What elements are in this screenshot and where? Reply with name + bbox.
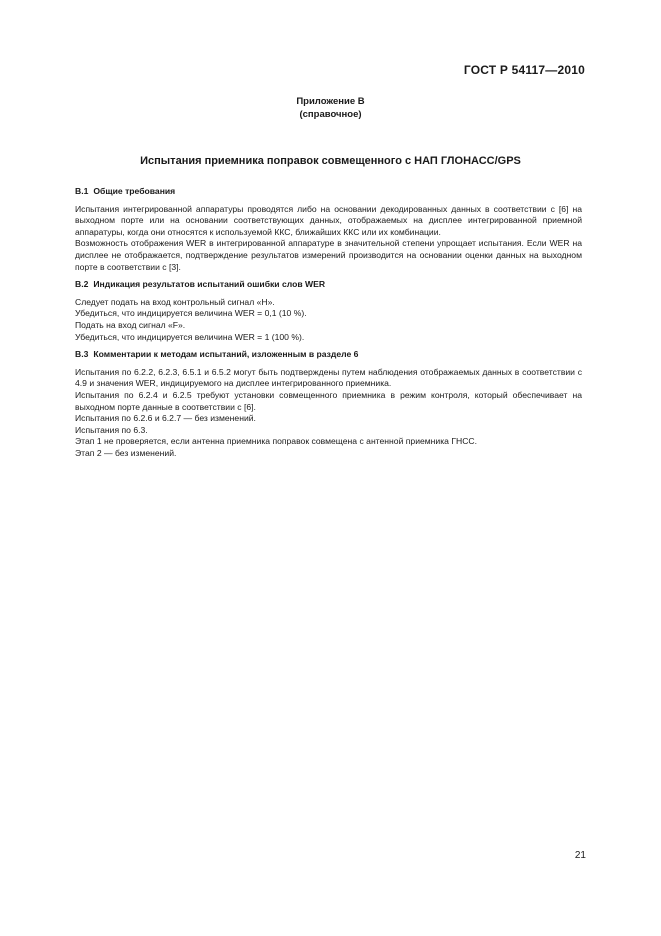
paragraph: Этап 1 не проверяется, если антенна приемника поправок совмещена с антенной приемника ГНСС. [75,436,478,447]
section-title: Комментарии к методам испытаний, изложенным в разделе 6 [93,349,359,360]
section-number: В.1 [75,186,89,196]
section-b3 [75,349,582,459]
line: Подать на вход сигнал «F». [75,319,186,330]
appendix-note: (справочное) [299,109,362,120]
document-title: Испытания приемника поправок совмещенного с НАП ГЛОНАСС/GPS [140,155,521,167]
section-heading [75,279,582,291]
line: Следует подать на вход контрольный сигнал «Н». [75,296,275,307]
appendix-label: Приложение В [296,96,365,107]
paragraph: Этап 2 — без изменений. [75,447,177,458]
paragraph-text: Возможность отображения WER в интегрированной аппаратуре в значительной степени упрощает испытания. Если WER на дисплее не отображается, подтверждение результатов измерений производится на основании оценки данных на выходном порте в соответствии с [3]. [75,238,582,272]
standard-number: ГОСТ Р 54117—2010 [463,63,585,77]
line: Убедиться, что индицируется величина WER = 1 (100 %). [75,331,305,342]
paragraph: Испытания по 6.3. [75,424,148,435]
section-heading [75,349,582,361]
paragraph [75,204,582,239]
appendix-heading [0,95,661,121]
section-b2 [75,279,582,343]
section-number: В.2 [75,279,89,290]
paragraph [75,238,582,273]
page-number: 21 [574,850,586,861]
paragraph: Испытания по 6.2.6 и 6.2.7 — без изменений. [75,413,256,424]
document-body [75,186,582,465]
line: Убедиться, что индицируется величина WER = 0,1 (10 %). [75,308,307,319]
section-heading [75,186,582,198]
section-title: Индикация результатов испытаний ошибки слов WER [93,279,326,290]
section-number: В.3 [75,349,89,360]
paragraph: Испытания по 6.2.2, 6.2.3, 6.5.1 и 6.5.2 могут быть подтверждены путем наблюдения отображаемых данных в соответствии с 4.9 и значения WER, индицируемого на дисплее интегрированного приемника. [75,366,582,389]
section-title: Общие требования [93,186,176,196]
section-b1 [75,186,582,273]
paragraph-text: Испытания интегрированной аппаратуры проводятся либо на основании декодированных данных в соответствии с [6] на выходном порте или на основании соответствующих данных, отображаемых на дисплее интегрированной приемной аппаратуры, когда они относятся к используемой ККС, ближайших ККС или их комбинации. [75,203,582,237]
paragraph: Испытания по 6.2.4 и 6.2.5 требуют установки совмещенного приемника в режим контроля, который обеспечивает на выходном порте данные в соответствии с [6]. [75,389,582,412]
